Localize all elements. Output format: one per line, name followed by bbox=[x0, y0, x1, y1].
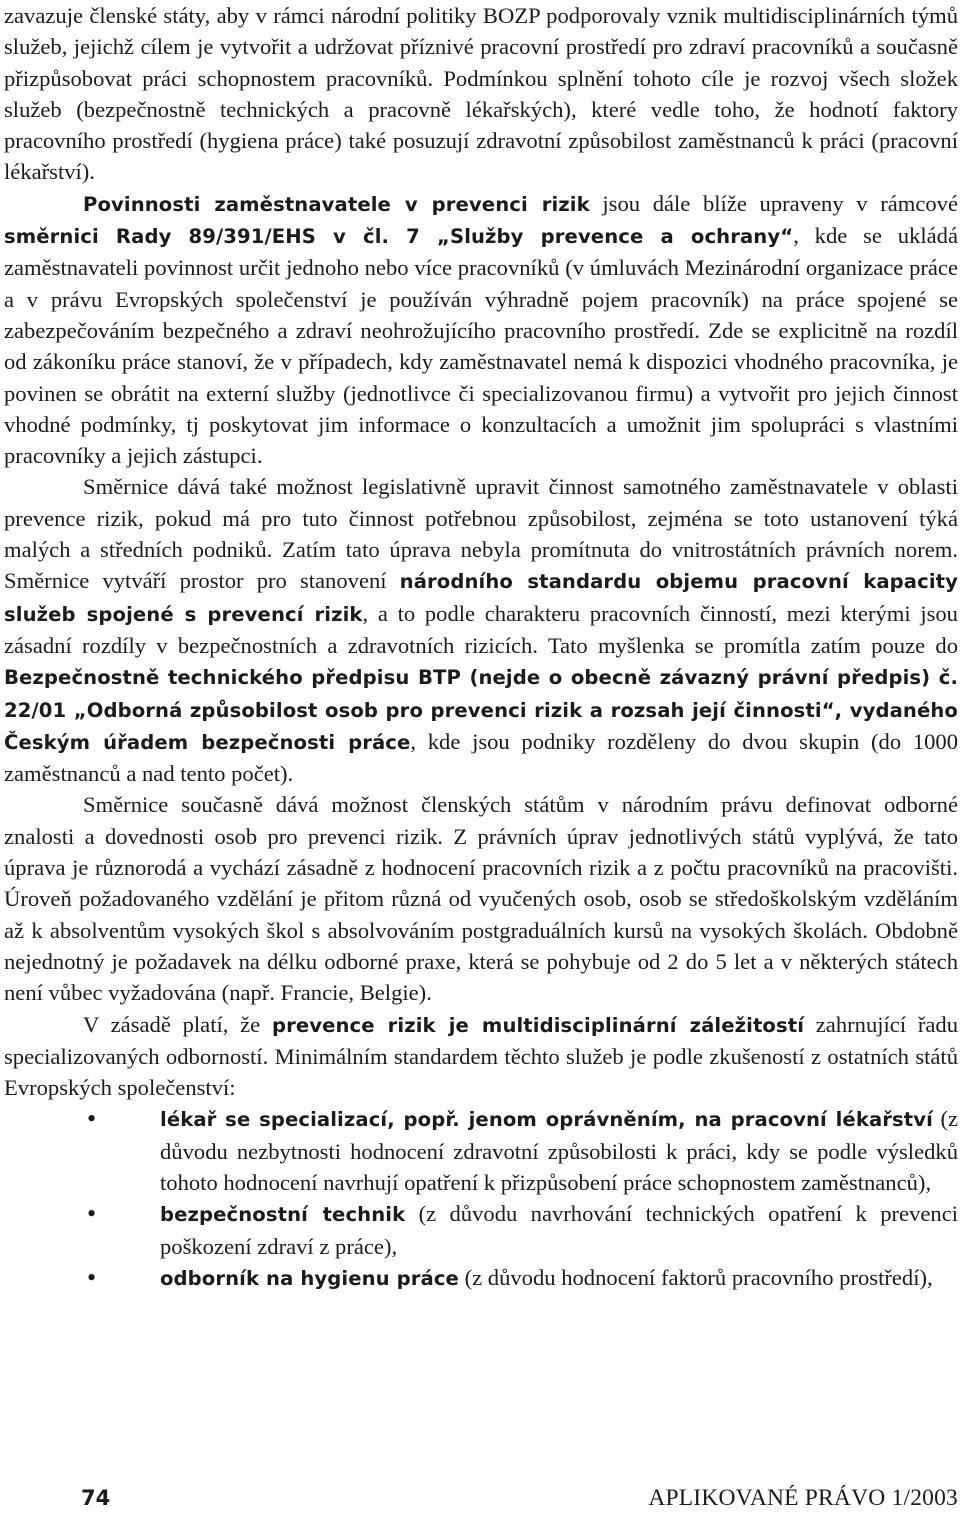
paragraph-3 bbox=[4, 471, 958, 789]
paragraph-text: zavazuje členské státy, aby v rámci národní politiky BOZP podporovaly vznik multidisciplinárních týmů služeb, jejichž cílem je vytvořit a udržovat příznivé pracovní prostředí pro zdraví pracovníků a současně přizpůsobovat práci schopnostem pracovníků. Podmínkou splnění tohoto cíle je rozvoj všech složek služeb (bezpečnostně technických a pracovně lékařských), které vedle toho, že hodnotí faktory pracovního prostředí (hygiena práce) také posuzují zdravotní způsobilost zaměstnanců k práci (pracovní lékařství). bbox=[4, 3, 958, 185]
list-item bbox=[4, 1198, 958, 1262]
bullet-icon: • bbox=[87, 1104, 97, 1134]
paragraph-text: Směrnice současně dává možnost členských státům v národním právu definovat odborné znalosti a dovednosti osob pro prevenci rizik. Z právních úprav jednotlivých států vyplývá, že tato úprava je různorodá a vychází zásadně z hodnocení pracovních rizik a z počtu pracovníků na pracovišti. Úroveň požadovaného vzdělání je přitom různá od vyučených osob, osob se středoškolským vzděláním až k absolventům vysokých škol s absolvováním postgraduálních kursů na vysokých školách. Obdobně nejednotný je požadavek na délku odborné praxe, která se pohybuje od 2 do 5 let a v některých státech není vůbec vyžadována (např. Francie, Belgie). bbox=[4, 792, 958, 1006]
bullet-icon: • bbox=[87, 1262, 97, 1292]
list-item-text: (z důvodu navrhování technických opatření k prevenci poškození zdraví z práce), bbox=[160, 1201, 958, 1259]
list-item-text: (z důvodu nezbytnosti hodnocení zdravotní způsobilosti k práci, kdy se podle výsledků tohoto hodnocení navrhují opatření k přizpůsobení práce schopnostem zaměstnanců), bbox=[160, 1106, 958, 1195]
paragraph-text: , kde jsou podniky rozděleny do dvou skupin (do 1000 zaměstnanců a nad tento počet). bbox=[4, 728, 959, 787]
bold-phrase: směrnici Rady 89/391/EHS v čl. 7 „Služby prevence a ochrany“ bbox=[4, 225, 794, 249]
paragraph-text: jsou dále blíže upraveny v rámcové bbox=[589, 190, 958, 216]
paragraph-text: V zásadě platí, že bbox=[83, 1011, 272, 1037]
list-item bbox=[4, 1262, 958, 1294]
paragraph-text: , a to podle charakteru pracovních činností, mezi kterými jsou zásadní rozdíly v bezpečnostních a zdravotních rizicích. Tato myšlenka se promítla zatím pouze do bbox=[4, 600, 958, 658]
journal-title: APLIKOVANÉ PRÁVO 1/2003 bbox=[648, 1485, 958, 1511]
article-body bbox=[4, 0, 958, 1294]
bold-phrase: odborník na hygienu práce bbox=[160, 1266, 459, 1290]
bold-phrase: prevence rizik je multidisciplinární záležitostí bbox=[271, 1013, 805, 1037]
paragraph-4 bbox=[4, 789, 958, 1008]
bold-phrase: Bezpečnostně technického předpisu BTP (nejde o obecně závazný právní předpis) č. 22/01 „Odborná způsobilost osob pro prevenci rizik a rozsah její činnosti“, vydaného Českým úřadem bezpečnosti práce bbox=[4, 666, 958, 754]
bold-phrase: Povinnosti zaměstnavatele v prevenci rizik bbox=[83, 192, 590, 216]
bold-phrase: lékař se specializací, popř. jenom oprávněním, na pracovní lékařství bbox=[160, 1108, 933, 1132]
page-footer bbox=[81, 1483, 958, 1515]
list-item-text: (z důvodu hodnocení faktorů pracovního prostředí), bbox=[458, 1264, 933, 1290]
bold-phrase: národního standardu objemu pracovní kapacity služeb spojené s prevencí rizik bbox=[4, 570, 958, 626]
specialist-list bbox=[4, 1103, 958, 1294]
paragraph-1 bbox=[4, 0, 958, 188]
paragraph-5 bbox=[4, 1009, 958, 1104]
bullet-icon: • bbox=[87, 1199, 97, 1229]
list-item bbox=[4, 1103, 958, 1198]
page-number: 74 bbox=[81, 1486, 111, 1510]
paragraph-text: Směrnice dává také možnost legislativně upravit činnost samotného zaměstnavatele v oblasti prevence rizik, pokud má pro tuto činnost potřebnou způsobilost, zejména se toto ustanovení týká malých a středních podniků. Zatím tato úprava nebyla promítnuta do vnitrostátních právních norem. Směrnice vytváří prostor pro stanovení bbox=[4, 474, 958, 594]
paragraph-2 bbox=[4, 188, 958, 472]
paragraph-text: zahrnující řadu specializovaných odborností. Minimálním standardem těchto služeb je podle zkušeností z ostatních států Evropských společenství: bbox=[4, 1011, 958, 1101]
bold-phrase: bezpečnostní technik bbox=[160, 1203, 406, 1227]
paragraph-text: , kde se ukládá zaměstnavateli povinnost určit jednoho nebo více pracovníků (v úmluvách Mezinárodní organizace práce a v právu Evropských společenství je používán výhradně pojem pracovník) na práce spojené se zabezpečováním bezpečného a zdraví neohrožujícího pracovního prostředí. Zde se explicitně na rozdíl od zákoníku práce stanoví, že v případech, kdy zaměstnavatel nemá k dispozici vhodného pracovníka, je povinen se obrátit na externí služby (jednotlivce či specializovanou firmu) a vytvořit pro jejich činnost vhodné podmínky, tj poskytovat jim informace o konzultacích a umožnit jim spolupráci s vlastními pracovníky a jejich zástupci. bbox=[4, 223, 959, 469]
